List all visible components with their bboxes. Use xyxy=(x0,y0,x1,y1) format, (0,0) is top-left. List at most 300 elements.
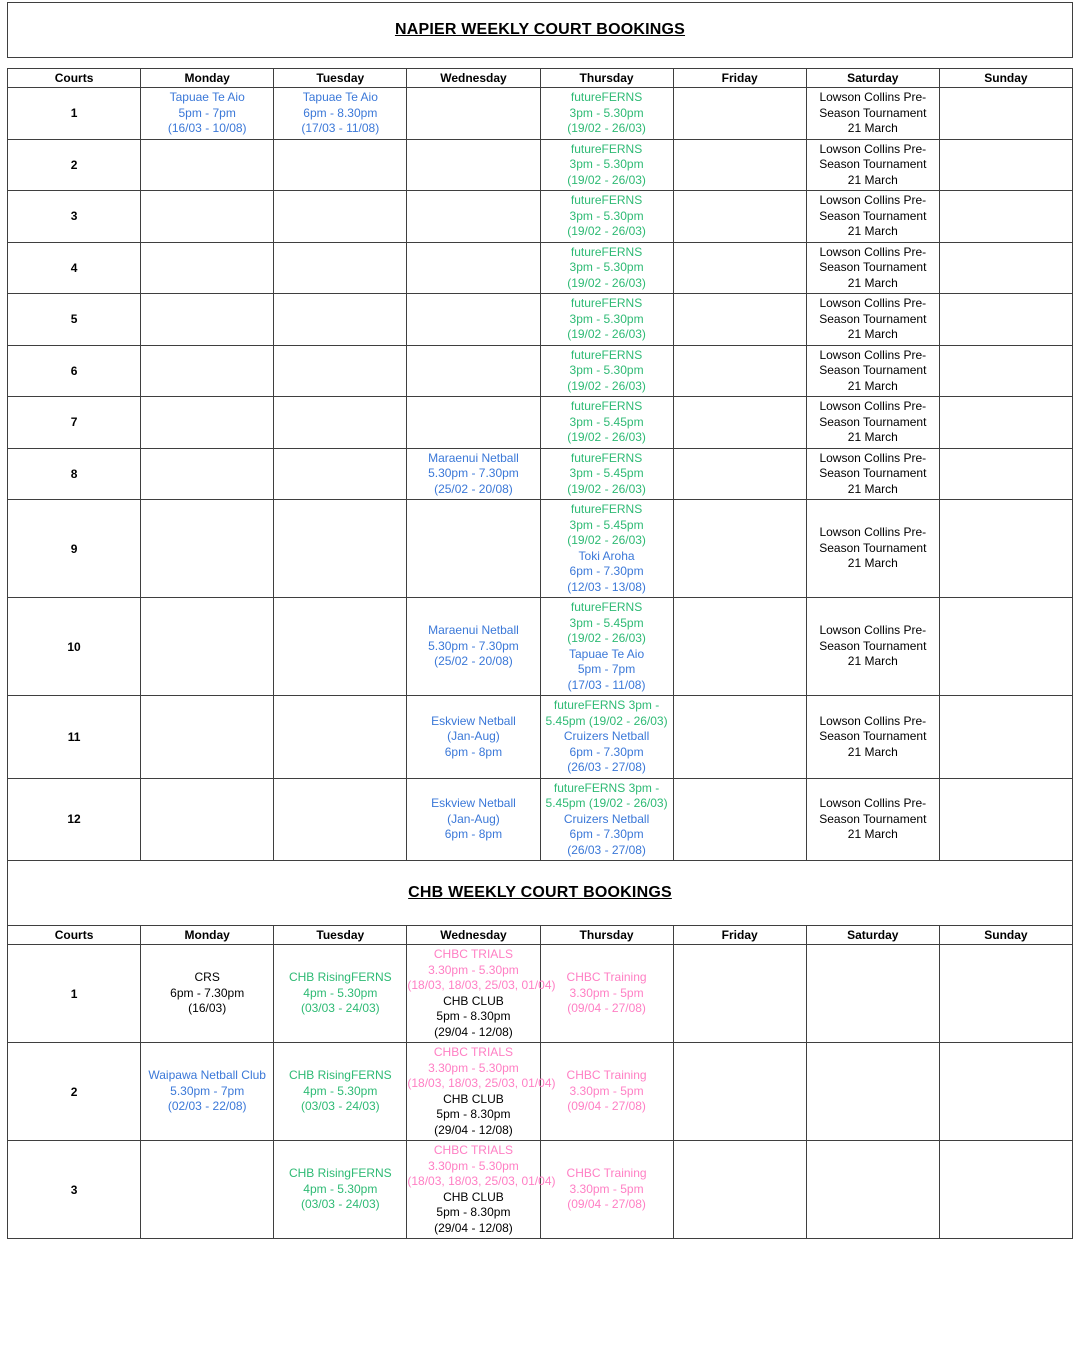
booking-line: 21 March xyxy=(847,172,898,187)
booking-line: 3pm - 5.30pm xyxy=(569,311,644,326)
cell-monday xyxy=(141,598,274,696)
booking-line: Season Tournament xyxy=(819,729,927,743)
cell-thursday xyxy=(540,294,673,346)
column-header-friday: Friday xyxy=(673,926,806,945)
booking-entry xyxy=(807,714,939,761)
cell-wednesday xyxy=(407,139,540,191)
cell-sunday xyxy=(939,139,1072,191)
cell-sunday xyxy=(939,598,1072,696)
cell-monday xyxy=(141,294,274,346)
cell-tuesday xyxy=(274,1141,407,1239)
cell-saturday xyxy=(806,945,939,1043)
column-header-saturday: Saturday xyxy=(806,926,939,945)
column-header-sunday: Sunday xyxy=(939,69,1072,88)
booking-entry xyxy=(541,245,673,292)
booking-entry xyxy=(807,451,939,498)
booking-line: Lowson Collins Pre- xyxy=(819,796,927,810)
booking-line: (19/02 - 26/03) xyxy=(567,172,646,187)
booking-line: Season Tournament xyxy=(819,260,927,274)
cell-sunday xyxy=(939,696,1072,779)
cell-monday xyxy=(141,88,274,140)
column-header-monday: Monday xyxy=(141,69,274,88)
booking-entry xyxy=(541,781,673,812)
cell-tuesday xyxy=(274,294,407,346)
header-row xyxy=(8,69,1073,88)
court-number: 2 xyxy=(8,1043,141,1141)
column-header-courts: Courts xyxy=(8,69,141,88)
table-row xyxy=(8,139,1073,191)
cell-thursday xyxy=(540,139,673,191)
cell-sunday xyxy=(939,500,1072,598)
cell-monday xyxy=(141,696,274,779)
booking-entry xyxy=(807,525,939,572)
booking-line: (18/03, 18/03, 25/03, 01/04) xyxy=(407,1174,556,1188)
table-row xyxy=(8,448,1073,500)
booking-line: 4pm - 5.30pm xyxy=(303,1181,378,1196)
booking-line: Toki Aroha xyxy=(578,548,635,563)
booking-line: Lowson Collins Pre- xyxy=(819,525,927,540)
booking-line: (19/02 - 26/03) xyxy=(567,275,646,290)
cell-friday xyxy=(673,945,806,1043)
booking-line: (29/04 - 12/08) xyxy=(434,1122,513,1137)
booking-line: 21 March xyxy=(847,378,898,393)
booking-line: CHBC Training xyxy=(566,1166,647,1181)
court-number: 7 xyxy=(8,397,141,449)
cell-thursday xyxy=(540,778,673,861)
cell-wednesday xyxy=(407,945,556,1043)
cell-tuesday xyxy=(274,500,407,598)
booking-line: Lowson Collins Pre- xyxy=(819,623,927,638)
booking-entry xyxy=(407,714,539,761)
booking-line: (19/02 - 26/03) xyxy=(567,378,646,393)
booking-line: CHB CLUB xyxy=(443,993,504,1008)
booking-line: CHBC Training xyxy=(566,1068,647,1083)
cell-sunday xyxy=(939,1043,1072,1141)
booking-entry xyxy=(541,502,673,549)
booking-line: 5.30pm - 7.30pm xyxy=(428,638,519,653)
booking-line: 3.30pm - 5pm xyxy=(569,1083,644,1098)
cell-friday xyxy=(673,598,806,696)
booking-line: (Jan-Aug) xyxy=(447,811,500,826)
booking-line: (03/03 - 24/03) xyxy=(300,1099,380,1114)
cell-monday xyxy=(141,1043,274,1141)
cell-sunday xyxy=(939,294,1072,346)
booking-line: (19/02 - 26/03) xyxy=(567,533,646,547)
cell-wednesday xyxy=(407,294,540,346)
booking-line: 3.30pm - 5.30pm xyxy=(428,1158,519,1173)
napier-section xyxy=(7,2,1073,861)
booking-line: Season Tournament xyxy=(819,638,927,653)
booking-line: (09/04 - 27/08) xyxy=(567,1001,646,1016)
cell-friday xyxy=(673,1043,806,1141)
booking-entry xyxy=(407,1045,556,1092)
cell-sunday xyxy=(939,191,1072,243)
booking-line: futureFERNS xyxy=(570,244,643,259)
cell-thursday xyxy=(540,345,673,397)
booking-line: CHBC TRIALS xyxy=(433,1143,513,1157)
booking-line: 3.30pm - 5pm xyxy=(569,1181,644,1196)
cell-wednesday xyxy=(407,397,540,449)
booking-line: Lowson Collins Pre- xyxy=(819,193,927,207)
booking-line: (09/04 - 27/08) xyxy=(567,1099,646,1114)
booking-line: 5pm - 8.30pm xyxy=(436,1107,511,1121)
booking-line: (26/03 - 27/08) xyxy=(567,760,646,774)
cell-thursday xyxy=(540,945,673,1043)
booking-line: Lowson Collins Pre- xyxy=(819,90,927,104)
booking-line: Season Tournament xyxy=(819,414,927,429)
table-row xyxy=(8,397,1073,449)
booking-line: (18/03, 18/03, 25/03, 01/04) xyxy=(407,978,556,992)
napier-page-title: NAPIER WEEKLY COURT BOOKINGS xyxy=(394,21,686,38)
booking-line: Tapuae Te Aio xyxy=(302,90,378,104)
cell-thursday xyxy=(540,242,673,294)
booking-line: Maraenui Netball xyxy=(428,623,519,638)
cell-friday xyxy=(673,1141,806,1239)
table-row xyxy=(8,191,1073,243)
cell-friday xyxy=(673,448,806,500)
cell-monday xyxy=(141,778,274,861)
booking-entry xyxy=(541,729,673,776)
cell-tuesday xyxy=(274,191,407,243)
cell-thursday xyxy=(540,191,673,243)
cell-friday xyxy=(673,397,806,449)
booking-line: Maraenui Netball xyxy=(428,450,519,465)
booking-line: 6pm - 7.30pm xyxy=(569,564,644,578)
booking-entry xyxy=(541,970,673,1017)
booking-line: CHBC TRIALS xyxy=(433,947,513,961)
booking-line: futureFERNS xyxy=(570,399,643,413)
column-header-monday: Monday xyxy=(141,926,274,945)
booking-line: 3.30pm - 5.30pm xyxy=(428,1060,519,1075)
cell-wednesday xyxy=(407,1141,556,1239)
chb-page-title: CHB WEEKLY COURT BOOKINGS xyxy=(408,884,672,901)
court-number: 1 xyxy=(8,88,141,140)
column-header-saturday: Saturday xyxy=(806,69,939,88)
booking-line: futureFERNS 3pm - xyxy=(553,780,660,795)
booking-line: (29/04 - 12/08) xyxy=(434,1220,513,1235)
column-header-thursday: Thursday xyxy=(540,926,673,945)
cell-tuesday xyxy=(274,397,407,449)
booking-line: CHBC TRIALS xyxy=(433,1045,513,1059)
booking-line: Lowson Collins Pre- xyxy=(819,296,927,310)
booking-line: (17/03 - 11/08) xyxy=(301,121,380,135)
booking-line: (Jan-Aug) xyxy=(447,729,500,743)
cell-monday xyxy=(141,500,274,598)
cell-saturday xyxy=(806,1043,939,1141)
booking-entry xyxy=(141,90,273,137)
booking-line: 5.30pm - 7pm xyxy=(170,1083,245,1098)
cell-friday xyxy=(673,500,806,598)
booking-line: 5pm - 7pm xyxy=(178,105,236,120)
booking-entry xyxy=(407,947,556,994)
table-row xyxy=(8,598,1073,696)
booking-line: 6pm - 7.30pm xyxy=(569,827,644,841)
booking-entry xyxy=(541,1166,673,1213)
booking-line: (09/04 - 27/08) xyxy=(567,1197,646,1212)
booking-entry xyxy=(407,623,539,670)
booking-entry xyxy=(407,451,539,498)
booking-entry xyxy=(541,296,673,343)
booking-line: 21 March xyxy=(847,121,898,135)
booking-line: (03/03 - 24/03) xyxy=(300,1001,380,1016)
booking-line: (18/03, 18/03, 25/03, 01/04) xyxy=(407,1076,556,1090)
booking-line: (19/02 - 26/03) xyxy=(567,631,646,645)
booking-entry xyxy=(541,600,673,647)
cell-friday xyxy=(673,345,806,397)
booking-line: 21 March xyxy=(847,654,898,669)
court-number: 12 xyxy=(8,778,141,861)
booking-line: 3pm - 5.45pm xyxy=(569,517,644,532)
cell-wednesday xyxy=(407,500,540,598)
court-number: 3 xyxy=(8,191,141,243)
court-number: 10 xyxy=(8,598,141,696)
booking-line: (19/02 - 26/03) xyxy=(567,121,646,135)
booking-entry xyxy=(541,142,673,189)
cell-wednesday xyxy=(407,696,540,779)
booking-entry xyxy=(541,451,673,498)
booking-line: 3pm - 5.30pm xyxy=(569,208,644,223)
booking-line: 21 March xyxy=(847,556,898,571)
booking-line: futureFERNS xyxy=(570,90,643,104)
cell-tuesday xyxy=(274,139,407,191)
cell-friday xyxy=(673,191,806,243)
cell-thursday xyxy=(540,1043,673,1141)
cell-monday xyxy=(141,139,274,191)
booking-entry xyxy=(807,142,939,189)
booking-line: CHBC Training xyxy=(566,970,647,985)
cell-monday xyxy=(141,1141,274,1239)
column-header-sunday: Sunday xyxy=(939,926,1072,945)
booking-line: 3pm - 5.45pm xyxy=(569,414,644,429)
booking-line: 3pm - 5.45pm xyxy=(569,466,644,480)
booking-line: 3pm - 5.30pm xyxy=(569,260,644,274)
cell-friday xyxy=(673,88,806,140)
cell-monday xyxy=(141,945,274,1043)
court-number: 5 xyxy=(8,294,141,346)
booking-line: Lowson Collins Pre- xyxy=(819,244,927,259)
court-number: 6 xyxy=(8,345,141,397)
table-row xyxy=(8,1141,1073,1239)
booking-line: (19/02 - 26/03) xyxy=(567,430,646,444)
table-row xyxy=(8,696,1073,779)
table-row xyxy=(8,945,1073,1043)
booking-line: Season Tournament xyxy=(819,157,927,171)
court-number: 11 xyxy=(8,696,141,779)
booking-entry xyxy=(541,399,673,446)
booking-line: 5.45pm (19/02 - 26/03) xyxy=(545,796,668,810)
booking-line: (16/03) xyxy=(188,1001,227,1016)
cell-tuesday xyxy=(274,448,407,500)
booking-line: (17/03 - 11/08) xyxy=(567,677,646,692)
booking-line: futureFERNS xyxy=(570,296,643,310)
booking-line: (25/02 - 20/08) xyxy=(434,654,513,669)
cell-saturday xyxy=(806,191,939,243)
cell-saturday xyxy=(806,500,939,598)
booking-line: futureFERNS xyxy=(570,600,643,614)
cell-tuesday xyxy=(274,598,407,696)
booking-entry xyxy=(141,1068,273,1115)
booking-line: futureFERNS xyxy=(570,347,643,362)
cell-thursday xyxy=(540,1141,673,1239)
cell-tuesday xyxy=(274,1043,407,1141)
cell-thursday xyxy=(540,397,673,449)
cell-saturday xyxy=(806,778,939,861)
cell-saturday xyxy=(806,1141,939,1239)
column-header-courts: Courts xyxy=(8,926,141,945)
booking-line: Lowson Collins Pre- xyxy=(819,713,927,728)
booking-line: (19/02 - 26/03) xyxy=(567,481,646,496)
cell-saturday xyxy=(806,88,939,140)
cell-saturday xyxy=(806,397,939,449)
booking-line: Season Tournament xyxy=(819,105,927,120)
column-header-friday: Friday xyxy=(673,69,806,88)
booking-entry xyxy=(274,970,406,1017)
booking-line: 21 March xyxy=(847,224,898,238)
cell-wednesday xyxy=(407,598,540,696)
court-number: 1 xyxy=(8,945,141,1043)
cell-friday xyxy=(673,778,806,861)
booking-line: 3pm - 5.30pm xyxy=(569,105,644,120)
booking-entry xyxy=(407,1190,539,1237)
cell-thursday xyxy=(540,696,673,779)
column-header-wednesday: Wednesday xyxy=(407,926,540,945)
booking-line: 21 March xyxy=(847,481,898,496)
table-row xyxy=(8,88,1073,140)
column-header-thursday: Thursday xyxy=(540,69,673,88)
booking-line: Lowson Collins Pre- xyxy=(819,141,927,156)
cell-sunday xyxy=(939,945,1072,1043)
booking-line: CHB RisingFERNS xyxy=(288,970,392,985)
booking-line: 3.30pm - 5pm xyxy=(569,985,644,1000)
cell-monday xyxy=(141,448,274,500)
booking-line: 5.45pm (19/02 - 26/03) xyxy=(545,713,668,728)
booking-line: 5pm - 8.30pm xyxy=(436,1009,511,1023)
cell-monday xyxy=(141,242,274,294)
cell-saturday xyxy=(806,448,939,500)
booking-entry xyxy=(407,796,539,843)
cell-thursday xyxy=(540,88,673,140)
booking-line: 6pm - 8.30pm xyxy=(303,105,378,120)
booking-line: Season Tournament xyxy=(819,466,927,480)
booking-entry xyxy=(541,698,673,729)
booking-entry xyxy=(541,193,673,240)
cell-wednesday xyxy=(407,778,540,861)
booking-line: 21 March xyxy=(847,827,898,841)
booking-line: 3pm - 5.45pm xyxy=(569,615,644,630)
chb-bookings-table xyxy=(7,925,1073,1239)
booking-line: (19/02 - 26/03) xyxy=(567,327,646,341)
booking-entry xyxy=(541,647,673,694)
booking-entry xyxy=(807,296,939,343)
booking-line: 6pm - 8pm xyxy=(444,744,503,759)
table-row xyxy=(8,1043,1073,1141)
booking-line: Cruizers Netball xyxy=(563,729,650,743)
booking-line: 3pm - 5.30pm xyxy=(569,363,644,377)
booking-line: 21 March xyxy=(847,744,898,759)
column-header-wednesday: Wednesday xyxy=(407,69,540,88)
cell-tuesday xyxy=(274,778,407,861)
table-row xyxy=(8,500,1073,598)
booking-entry xyxy=(141,970,273,1017)
chb-title-box xyxy=(7,860,1073,926)
booking-line: Season Tournament xyxy=(819,208,927,223)
cell-thursday xyxy=(540,500,673,598)
booking-line: 3pm - 5.30pm xyxy=(569,157,644,171)
booking-line: CRS xyxy=(194,970,220,985)
booking-entry xyxy=(407,1092,539,1139)
table-row xyxy=(8,345,1073,397)
napier-title-box xyxy=(7,2,1073,58)
booking-line: Cruizers Netball xyxy=(563,811,650,826)
booking-line: CHB CLUB xyxy=(443,1189,504,1204)
column-header-tuesday: Tuesday xyxy=(274,69,407,88)
booking-line: 3.30pm - 5.30pm xyxy=(428,962,519,977)
cell-saturday xyxy=(806,598,939,696)
booking-line: 4pm - 5.30pm xyxy=(303,985,378,1000)
booking-line: (26/03 - 27/08) xyxy=(567,842,646,857)
booking-entry xyxy=(541,812,673,859)
cell-wednesday xyxy=(407,448,540,500)
cell-thursday xyxy=(540,448,673,500)
cell-wednesday xyxy=(407,242,540,294)
cell-tuesday xyxy=(274,696,407,779)
booking-line: futureFERNS xyxy=(570,141,643,156)
booking-entry xyxy=(807,796,939,843)
column-header-tuesday: Tuesday xyxy=(274,926,407,945)
court-number: 4 xyxy=(8,242,141,294)
booking-line: CHB RisingFERNS xyxy=(288,1166,392,1181)
booking-line: Lowson Collins Pre- xyxy=(819,347,927,362)
booking-line: (29/04 - 12/08) xyxy=(434,1024,513,1039)
cell-friday xyxy=(673,696,806,779)
booking-line: 4pm - 5.30pm xyxy=(303,1083,378,1098)
cell-sunday xyxy=(939,778,1072,861)
cell-monday xyxy=(141,397,274,449)
booking-line: Season Tournament xyxy=(819,363,927,377)
cell-friday xyxy=(673,242,806,294)
cell-friday xyxy=(673,139,806,191)
cell-sunday xyxy=(939,397,1072,449)
booking-line: futureFERNS xyxy=(570,193,643,207)
booking-line: 21 March xyxy=(847,327,898,341)
napier-bookings-table xyxy=(7,68,1073,861)
cell-saturday xyxy=(806,242,939,294)
table-row xyxy=(8,778,1073,861)
cell-tuesday xyxy=(274,945,407,1043)
cell-monday xyxy=(141,191,274,243)
cell-wednesday xyxy=(407,345,540,397)
booking-line: futureFERNS xyxy=(570,502,643,516)
booking-entry xyxy=(541,1068,673,1115)
cell-saturday xyxy=(806,345,939,397)
booking-line: Eskview Netball xyxy=(431,713,516,728)
booking-line: (16/03 - 10/08) xyxy=(167,121,247,135)
chb-section xyxy=(7,860,1073,1239)
booking-line: 5pm - 7pm xyxy=(577,662,636,676)
booking-entry xyxy=(541,549,673,596)
booking-line: 6pm - 7.30pm xyxy=(170,985,245,1000)
booking-line: Season Tournament xyxy=(819,540,927,555)
table-row xyxy=(8,242,1073,294)
booking-entry xyxy=(274,1166,406,1213)
table-row xyxy=(8,294,1073,346)
booking-line: (03/03 - 24/03) xyxy=(300,1197,380,1212)
cell-sunday xyxy=(939,448,1072,500)
court-number: 3 xyxy=(8,1141,141,1239)
booking-entry xyxy=(541,348,673,395)
booking-entry xyxy=(274,90,406,137)
booking-line: Waipawa Netball Club xyxy=(148,1068,266,1083)
